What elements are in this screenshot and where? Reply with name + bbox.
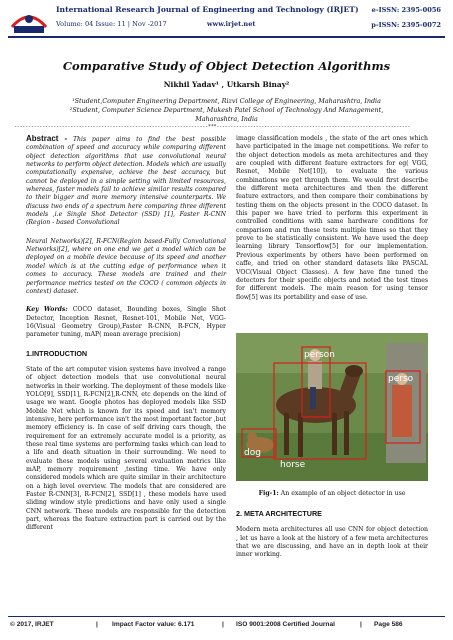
irjet-logo-icon (8, 5, 50, 35)
footer-sep-1: | (96, 621, 98, 628)
abstract-text-1: This paper aims to find the best possible combination of speed and accuracy while comparing different object detection algorithms that use convolutional neural networks to perform object detection. Models which are usually computationally expensive, achieve the best accuracy, but cannot be deployed in a simple setting with limited resources, whereas, faster models fail to achieve similar results compared to their bigger and more memory intensive counterparts. We discuss two ends of a spectrum here comparing three different models ,i.e Single Shot Detector (SSD) [1], Faster R-CNN (Region - based Convolutional (26, 136, 226, 227)
volume-issue: Volume: 04 Issue: 11 | Nov -2017 (56, 20, 167, 28)
label-person-2: perso (388, 374, 414, 384)
figure-label: Fig-1: (258, 490, 279, 497)
keywords-label: Key Words: (26, 306, 68, 314)
object-detection-photo (236, 333, 428, 481)
footer-page: Page 586 (374, 621, 403, 628)
journal-header (0, 0, 453, 40)
e-issn: e-ISSN: 2395-0056 (371, 6, 441, 14)
footer-divider (8, 616, 445, 617)
introduction-text: State of the art computer vision systems have involved a range of object detection models that use convolutional neural networks in their working. The deployment of these models like YOLO[9], SSD[1], R-FCN[2],R-CNN, etc depends on the kind of usage we want. Google photos has deployed models like SSD Mobile Net which is known for its speed and isn't memory intensive, here performance isn't the most important factor ,but memory efficiency is. In case of self driving cars though, the requirement for an extremely accurate model is a priority, as these real time systems are performing tasks which can lead to a life and death situation in their surrounding. We need to evaluate these models using several evaluation metrics like mAP, memory requirement ,testing time. We have only considered models which are quite similar in their architecture on a high level overview. The models that are considered are Faster R-CNN[3], R-FCN[2], SSD[1] , these models have used sliding window style predictions and have only used a single CNN network. These models are responsible for the detection part, whereas the feature extraction part is carried out by the different (26, 365, 226, 532)
footer-iso: ISO 9001:2008 Certified Journal (236, 621, 335, 628)
paper-title: Comparative Study of Object Detection Algorithms (62, 59, 391, 73)
right-column (236, 135, 428, 308)
affiliation-2: ²Student, Computer Science Department, Mukesh Patel School of Technology And Management, (69, 106, 384, 114)
keywords-text: COCO dataset, Bounding boxes, Single Shot Detector, Inception Resnet, Resnet-101, Mobile Net, VGG-16(Visual Geometry Group),Faster R-CNN, R-FCN, Hyper parameter tuning, mAP( mean average precision) (26, 306, 227, 339)
journal-title: International Research Journal of Engineering and Technology (IRJET) (56, 5, 359, 14)
footer-sep-2: | (222, 621, 224, 628)
left-column (26, 135, 226, 539)
p-issn: p-ISSN: 2395-0072 (371, 21, 441, 29)
footer-sep-3: | (360, 621, 362, 628)
meta-architecture-text: Modern meta architectures all use CNN for object detection , let us have a look at the history of a few meta architectures that we are discussing, and have an in depth look at their inner working. (236, 526, 428, 559)
figure-1-image (236, 333, 428, 481)
abstract-text-2: Neural Networks)[2], R-FCN(Region based-Fully Convolutional Networks)[2], where on one end we get a model which can be deployed on a mobile device because of its speed and another model which is at the cutting edge of performance when it comes to accuracy. These models are trained and their performance metrics tested on the COCO ( common objects in context) dataset. (26, 237, 226, 295)
figure-1-caption (236, 490, 428, 497)
footer-impact: Impact Factor value: 6.171 (112, 621, 195, 628)
abstract-paragraph (26, 135, 226, 228)
affiliation-1: ¹Student,Computer Engineering Department, Rizvi College of Engineering, Maharashtra, India (72, 97, 381, 105)
section-2-heading: 2. META ARCHITECTURE (236, 509, 322, 518)
figure-caption-text: An example of an object detector in use (278, 490, 406, 497)
label-person: person (304, 350, 335, 360)
abstract-label: Abstract - (26, 134, 68, 143)
section-divider: ---------------------------------------------------------------------***--------------------------------------------------------------------- (14, 124, 411, 130)
label-horse: horse (280, 460, 306, 470)
journal-website[interactable]: www.irjet.net (206, 20, 256, 28)
section-2-block (236, 510, 428, 566)
paper-authors: Nikhil Yadav¹ , Utkarsh Binay² (163, 80, 290, 89)
header-divider (8, 36, 445, 38)
keywords-paragraph (26, 306, 226, 339)
volume-line (56, 20, 255, 28)
affiliation-3: Maharashtra, India (195, 115, 258, 123)
footer-copyright: © 2017, IRJET (10, 621, 54, 628)
section-1-heading: 1.INTRODUCTION (26, 348, 88, 358)
label-dog: dog (244, 448, 261, 458)
right-paragraph-1: image classification models , the state of the art ones which have participated in the image net competitions. We refer to the object detection models as meta architectures and they are coupled with different feature extractors for eg( VGG, Resnet, Mobile Net[10]), to evaluate the various combinations we get through them. We would first describe the different meta architectures and then the different feature extractors, and then compare their combinations by testing them on the objects present in the COCO dataset. In this paper we have tried to perform this experiment in controlled conditions with same hardware conditions for comparison and run these tests multiple times so that they prove to be statistically consistent. We have used the deep learning library Tensorflow[5] for our implementation. Previous experiments by others have been performed on caffe, and tried on other standard datasets like PASCAL VOC(Visual Object Classes). A few have fine tuned the detectors for their specific objects and noted the test times for different models. The main reason for using tensor flow[5] was its portability and ease of use. (236, 135, 428, 301)
